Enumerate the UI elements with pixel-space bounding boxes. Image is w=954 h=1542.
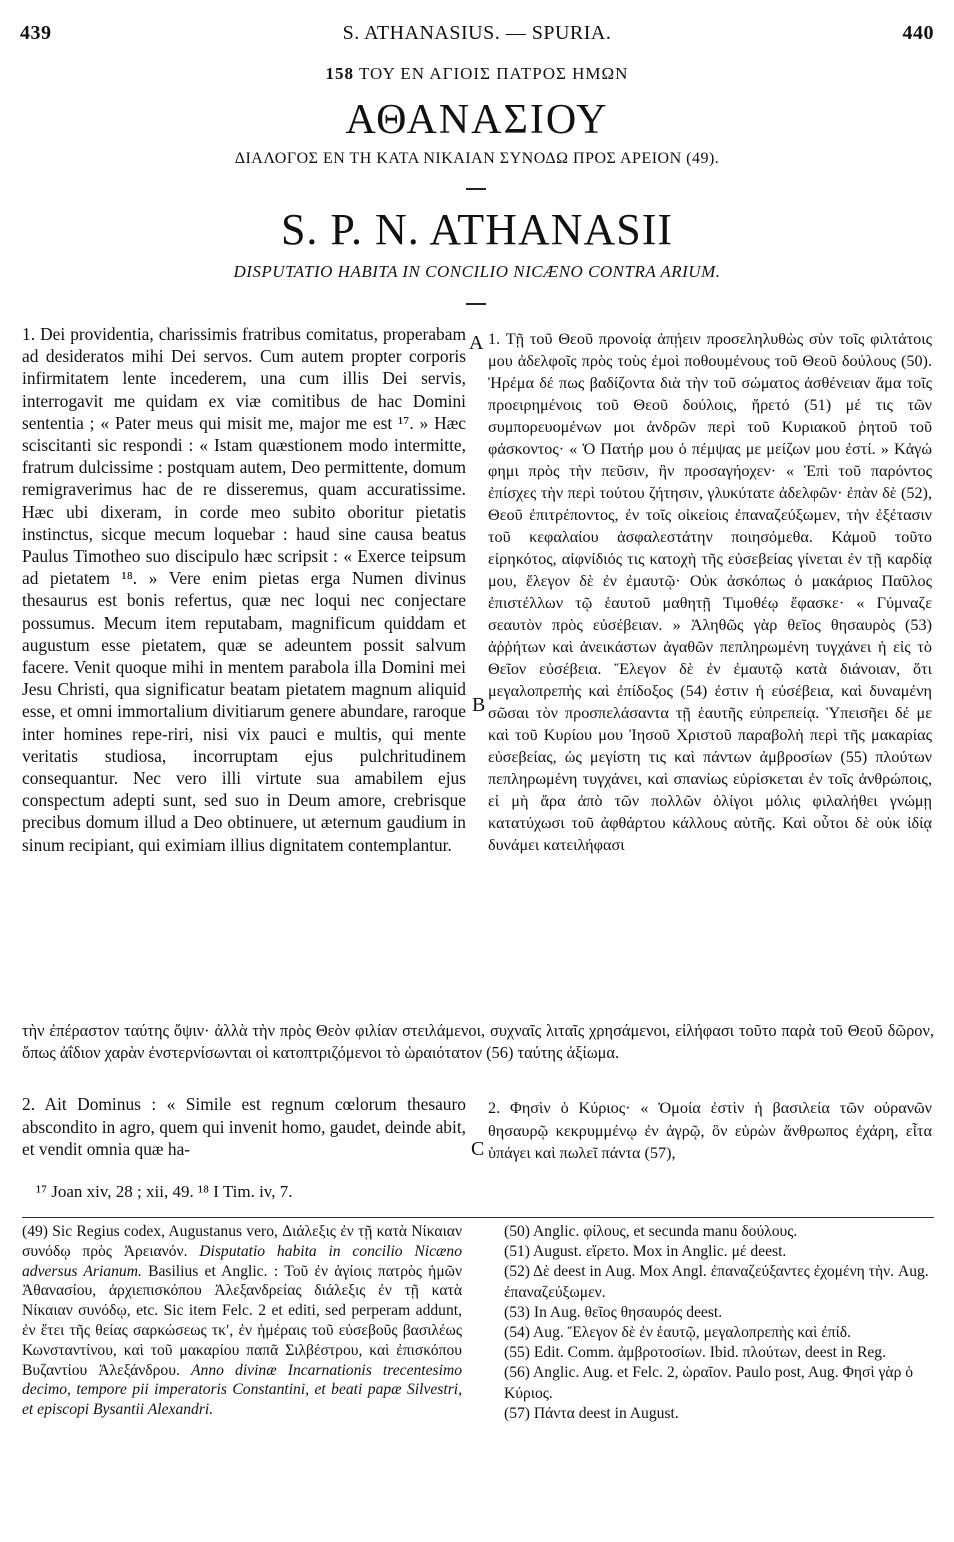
column-number: 158 [325,64,355,83]
greek-heading-line [0,64,954,84]
scripture-references: ¹⁷ Joan xiv, 28 ; xii, 49. ¹⁸ I Tim. iv, 7. [36,1182,293,1201]
greek-paragraph-2: 2. Φησὶν ὁ Κύριος· « Ὁμοία ἐστὶν ἡ βασιλεία τῶν οὐρανῶν θησαυρῷ κεκρυμμένῳ ἐν ἀγρῷ, ὃν εὑρὼν ἄνθρωπος ἐχάρη, εἶτα ὑπάγει καὶ πωλεῖ πάντα (57), [488,1099,932,1162]
footnote-52: (52) Δὲ deest in Aug. Mox Angl. ἐπαναζεύξαντες ἐχομένη τὴν. Aug. ἐπαναζεύξωμεν. [504,1263,929,1301]
footnote-49 [22,1222,462,1420]
latin-column-section-1 [22,323,466,856]
footnote-53: (53) In Aug. θεῖος θησαυρός deest. [504,1303,723,1321]
footnote-57: (57) Πάντα deest in August. [504,1404,679,1422]
page-number-left: 439 [20,22,52,44]
footnote-54: (54) Aug. Ἔλεγον δὲ ἐν ἑαυτῷ, μεγαλοπρεπὴς καὶ ἐπίδ. [504,1324,852,1342]
greek-title: ΑΘΑΝΑΣΙΟΥ [345,97,609,143]
greek-column-section-1 [488,328,932,856]
margin-letter-c: C [471,1138,485,1160]
title-divider-2 [466,303,486,305]
footnotes-right-column [504,1222,934,1424]
running-header [20,22,934,50]
margin-letter-b: B [472,694,486,716]
greek-paragraph-1: 1. Τῇ τοῦ Θεοῦ προνοίᾳ ἀπῄειν προσεληλυθὼς σὺν τοῖς φιλτάτοις μου ἀδελφοῖς πρὸς τοὺς ἐμοὶ ποθουμένους τοῦ Θεοῦ δούλους (50). Ἠρέμα δέ πως βαδίζοντα διὰ τὴν τοῦ σώματος ἀσθένειαν ἅμα τοῖς προειρημένοις τοῦ Θεοῦ δούλοις, ἤρετό (51) μέ τις τῶν συμπορευομένων μοι ἀνδρῶν περὶ τοῦ Κυριακοῦ ῥητοῦ τοῦ φάσκοντος· « Ὁ Πατήρ μου ὁ πέμψας με μείζων μου ἐστί. » Κἀγώ φημι πρὸς τὴν πεῦσιν, ἣν προσαγήοχεν· « Ἐπὶ τοῦ παρόντος ἐπίσχες τὴν περὶ τούτου ζήτησιν, γλυκύτατε ἀδελφῶν· ἐπὰν δὲ (52), Θεοῦ ἐπιτρέποντος, ἐν τοῖς οἰκείοις ἐπαναζεύξωμεν, τὴν ἐξέτασιν τοῦ κεφαλαίου ἀσφαλεστάτην ποιησόμεθα. Κἀμοῦ τοῦτο εἰρηκότος, αἰφνίδιός τις κατοχὴ τῆς εὐσεβείας γίνεται ἐν τῇ καρδίᾳ μου, ἔλεγον δὲ ἐν ἐμαυτῷ· Οὐκ ἀσκόπως ὁ μακάριος Παῦλος ἐπιστέλλων τῷ ἑαυτοῦ μαθητῇ Τιμοθέῳ ἔφασκε· « Γύμναζε σεαυτὸν πρὸς εὐσέβειαν. » Ἀληθῶς γὰρ θεῖος θησαυρὸς (53) ἀῤῥήτων καὶ ἀνεικάστων ἀγαθῶν πεπληρωμένη τυγχάνει ἡ εἰς τὸ Θεῖον εὐσέβεια. Ἔλεγον δὲ ἐν ἐμαυτῷ κατὰ διάνοιαν, ὅτι μεγαλοπρεπὴς καὶ ἐπίδοξος (54) ἐστιν ἡ εὐσέβεια, καὶ δυναμένη σῶσαι τὸν προσπελάσαντα τῇ ἑαυτῆς εὐπρεπείᾳ. Ὑπεισῆει δέ με καὶ τοῦ Κυρίου μου Ἰησοῦ Χριστοῦ παραβολὴ περὶ τῆς μακαρίας εὐσεβείας, ὡς μεγίστη τις καὶ πάντων ἀμβροσίων (55) πλούτων πεπληρωμένη τυγχάνει, καὶ σπανίως εὑρίσκεται ἐν τοῖς ἀνθρώποις, εἰ μὴ ἄρα ἀπὸ τῶν πολλῶν ὀλίγοι μόλις φιλαλήθει γνώμῃ κατατύχωσι τοῦ ἀφθάρτου κάλλους αὐτῆς. Καὶ οὗτοι δὲ οὐκ ἰδίᾳ δυνάμει κατειλήφασι [488,330,932,854]
footnote-rule [22,1217,934,1218]
footnote-51: (51) August. εἴρετο. Mox in Anglic. μέ deest. [504,1243,787,1261]
greek-full-width-continuation: τὴν ἐπέραστον ταύτης ὄψιν· ἀλλὰ τὴν πρὸς Θεὸν φιλίαν στειλάμενοι, συχναῖς λιταῖς χρησάμενοι, εἰλήφασι τοῦτο παρὰ τοῦ Θεοῦ δῶρον, ὅπως ἀΐδιον χαρὰν ἐνστερνίσωνται οἱ κατοπτριζόμενοι τὸ ὡραιότατον (56) ταύτης ἀξίωμα. [22,1021,934,1063]
latin-paragraph-2: 2. Ait Dominus : « Simile est regnum cœlorum thesauro abscondito in agro, quem qui invenit homo, gaudet, deinde abit, et vendit omnia quæ ha- [22,1094,466,1159]
footnote-49-part-d: Anno divinæ Incarnationis trecentesimo decimo, tempore pii imperatoris Constantini, et beati papæ Silvestri, et episcopi Bysantii Alexandri. [22,1361,463,1419]
greek-heading-text: ΤΟΥ ΕΝ ΑΓΙΟΙΣ ΠΑΤΡΟΣ ΗΜΩΝ [358,64,629,83]
footnote-49-part-b: Disputatio habita in concilio Nicæno adversus Arianum. [22,1242,462,1280]
title-divider-1 [466,188,486,190]
latin-subtitle: DISPUTATIO HABITA IN CONCILIO NICÆNO CONTRA ARIUM. [233,262,721,281]
footnote-49-part-a: (49) Sic Regius codex, Augustanus vero, Διάλεξις ἐν τῇ κατὰ Νίκαιαν συνόδῳ πρὸς Ἀρειανόν. [22,1223,462,1260]
latin-title: S. P. N. ATHANASII [280,205,674,254]
greek-subtitle: ΔΙΑΛΟΓΟΣ ΕΝ ΤΗ ΚΑΤΑ ΝΙΚΑΙΑΝ ΣΥΝΟΔΩ ΠΡΟΣ ΑΡΕΙΟΝ (49). [234,150,720,167]
page-number-right: 440 [902,22,934,44]
footnote-55: (55) Edit. Comm. ἀμβροτοσίων. Ibid. πλούτων, deest in Reg. [504,1344,886,1362]
margin-letter-a: A [469,332,484,354]
latin-paragraph-1: 1. Dei providentia, charissimis fratribus comitatus, properabam ad desideratos mihi Dei servos. Cum autem propter corporis infirmitatem lente incederem, una cum illis Dei servis, interrogavit me quidam ex viæ comitibus de hac Domini sententia ; « Pater meus qui misit me, major me est ¹⁷. » Hæc sciscitanti sic respondi : « Istam quæstionem modo intermitte, fratrum dulcissime : postquam autem, Deo permittente, domum remigraverimus hac de re disseremus, quam accuratissime. Hæc ubi dixeram, in corde meo subito oboritur pietatis instinctus, sicque mecum loquebar : haud sine causa beatus Paulus Timotheo suo discipulo hæc scripsit : « Exerce teipsum ad pietatem ¹⁸. » Vere enim pietas erga Numen divinus thesaurus est bonis refertus, quæ nec loqui nec conjectare possumus. Mecum item reputabam, magnificum quiddam et augustum esse pietatem, quæ se adeuntem possit salvum facere. Venit quoque mihi in mentem parabola illa Domini mei Jesu Christi, qua significatur beatam pietatem magnum aliquid esse, et omni immortalium divitiarum genere abundare, raroque inter homines repe-riri, nisi vix pauci e multis, qui mente veritatis studiosa, incorruptam ejus pulchritudinem consequantur. Nec vero illi virtute sua amabilem ejus conspectum adepti sunt, sed suo in Deum amore, crebrisque precibus domum illud a Deo obtinuere, ut æternum gaudium in sinum recipiant, qui eximiam illius dignitatem contemplantur. [22,324,466,855]
footnote-50: (50) Anglic. φίλους, et secunda manu δούλους. [504,1223,798,1240]
running-title: S. ATHANASIUS. — SPURIA. [342,22,612,44]
footnote-49-part-c: Basilius et Anglic. : Τοῦ ἐν ἁγίοις πατρὸς ἡμῶν Ἀθανασίου, ἀρχιεπισκόπου Ἀλεξανδρείας διάλεξις ἐν τῇ κατὰ Νίκαιαν συνόδῳ, etc. Sic item Felc. 2 et editi, sed perperam addunt, ἐν ἔτει τῆς θείας σαρκώσεως τκʹ, ἐν ἡμέραις τοῦ εὐσεβοῦς βασιλέως Κωνσταντίνου, καὶ τοῦ μακαρίου παπᾶ Σιλβέστρου, καὶ ἐπισκόπου Βυζαντίου Ἀλεξάνδρου. [22,1262,462,1379]
footnote-56: (56) Anglic. Aug. et Felc. 2, ὡραῖον. Paulo post, Aug. Φησὶ γὰρ ὁ Κύριος. [504,1364,914,1402]
